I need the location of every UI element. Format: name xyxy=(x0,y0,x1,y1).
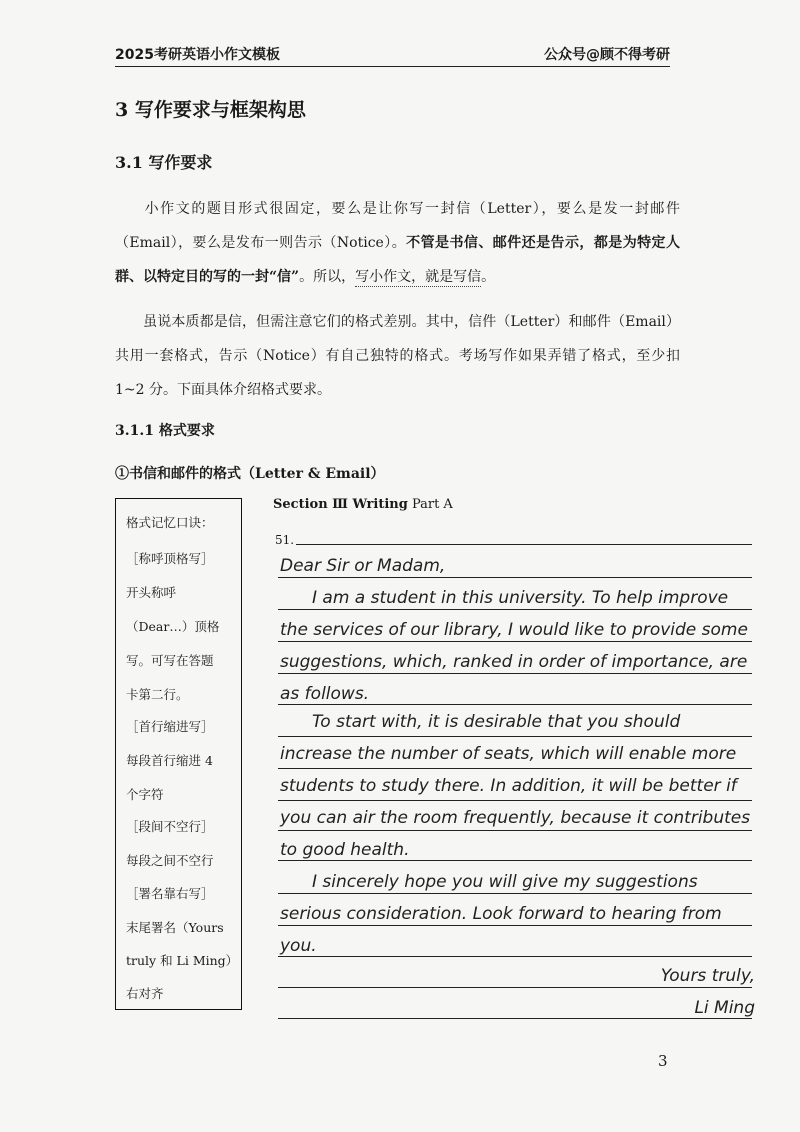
answer-rule xyxy=(278,577,752,578)
answer-rule xyxy=(278,860,752,861)
answer-rule xyxy=(278,704,752,705)
paragraph1-underlined: 写小作文，就是写信 xyxy=(355,269,482,285)
answer-rule xyxy=(278,736,752,737)
letter-line: students to study there. In addition, it will be better if xyxy=(280,776,737,796)
mnemonic-line: 个字符 xyxy=(126,787,164,802)
paragraph-writing-requirements xyxy=(115,192,680,294)
letter-line: as follows. xyxy=(280,684,370,704)
header-source: 公众号@顾不得考研 xyxy=(544,47,670,63)
mnemonic-line: 每段首行缩进 4 xyxy=(126,753,213,768)
mnemonic-title: 格式记忆口诀： xyxy=(126,515,214,530)
letter-signature: Li Ming xyxy=(694,998,755,1018)
letter-line: I sincerely hope you will give my suggestions xyxy=(312,872,698,892)
section-title-bold: Section Ⅲ Writing xyxy=(273,497,408,512)
paragraph1-plain: 小作文的题目形式很固定，要么是让你写一封信（Letter），要么是发一封邮件（Email），要么是发布一则告示（Notice）。 xyxy=(115,201,680,251)
letter-salutation: Dear Sir or Madam, xyxy=(280,556,446,576)
mnemonic-line: 写。可写在答题 xyxy=(126,653,214,668)
answer-rule xyxy=(296,544,752,545)
answer-rule xyxy=(278,1018,752,1019)
header-title: 2025考研英语小作文模板 xyxy=(115,47,280,63)
letter-line: serious consideration. Look forward to hearing from xyxy=(280,904,722,924)
mnemonic-line: ［首行缩进写］ xyxy=(126,719,214,734)
paragraph1-bold: 不管是书信、邮件还是告示，都是为特定人群、以特定目的写的一封“信” xyxy=(115,235,680,285)
letter-line: To start with, it is desirable that you should xyxy=(312,712,681,732)
answer-rule xyxy=(278,956,752,957)
answer-rule xyxy=(278,673,752,674)
mnemonic-line: 右对齐 xyxy=(126,986,164,1001)
mnemonic-line: 末尾署名（Yours xyxy=(126,920,224,935)
answer-rule xyxy=(278,641,752,642)
mnemonic-line: ［段间不空行］ xyxy=(126,819,214,834)
paragraph1-mid: 。所以， xyxy=(299,269,356,285)
mnemonic-line: （Dear…）顶格 xyxy=(126,619,220,634)
section-title-part: Part A xyxy=(407,497,453,512)
letter-line: the services of our library, I would like to provide some xyxy=(280,620,748,640)
format-mnemonic-box xyxy=(115,498,242,1010)
letter-line: to good health. xyxy=(280,840,410,860)
paragraph1-end: 。 xyxy=(481,269,496,285)
section-heading-3-1: 3.1 写作要求 xyxy=(115,153,213,172)
answer-sheet-section-title xyxy=(273,497,453,512)
mnemonic-line: ［称呼顶格写］ xyxy=(126,551,214,566)
question-number: 51. xyxy=(275,533,295,547)
paragraph2-text: 虽说本质都是信，但需注意它们的格式差别。其中，信件（Letter）和邮件（Email）共用一套格式，告示（Notice）有自己独特的格式。考场写作如果弄错了格式，至少扣 1~2 分。下面具体介绍格式要求。 xyxy=(115,314,680,398)
answer-rule xyxy=(278,609,752,610)
mnemonic-line: truly 和 Li Ming） xyxy=(126,953,239,968)
section-heading-3-1-1: 3.1.1 格式要求 xyxy=(115,423,215,439)
section-heading-3: 3 写作要求与框架构思 xyxy=(115,99,306,121)
letter-email-format-heading: ①书信和邮件的格式（Letter & Email） xyxy=(115,466,385,482)
letter-line: you can air the room frequently, because it contributes xyxy=(280,808,751,828)
answer-rule xyxy=(278,830,752,831)
mnemonic-line: 开头称呼 xyxy=(126,585,177,600)
answer-rule xyxy=(278,987,752,988)
mnemonic-line: ［署名靠右写］ xyxy=(126,886,214,901)
paragraph-format-differences xyxy=(115,305,680,407)
page-header xyxy=(115,40,670,67)
answer-rule xyxy=(278,893,752,894)
answer-rule xyxy=(278,768,752,769)
page-number: 3 xyxy=(658,1052,668,1070)
letter-line: suggestions, which, ranked in order of importance, are xyxy=(280,652,748,672)
letter-line: increase the number of seats, which will enable more xyxy=(280,744,737,764)
letter-closing: Yours truly, xyxy=(660,966,755,986)
letter-line: you. xyxy=(280,936,317,956)
mnemonic-line: 每段之间不空行 xyxy=(126,853,214,868)
answer-rule xyxy=(278,800,752,801)
letter-line: I am a student in this university. To help improve xyxy=(312,588,729,608)
mnemonic-line: 卡第二行。 xyxy=(126,687,189,702)
answer-rule xyxy=(278,925,752,926)
